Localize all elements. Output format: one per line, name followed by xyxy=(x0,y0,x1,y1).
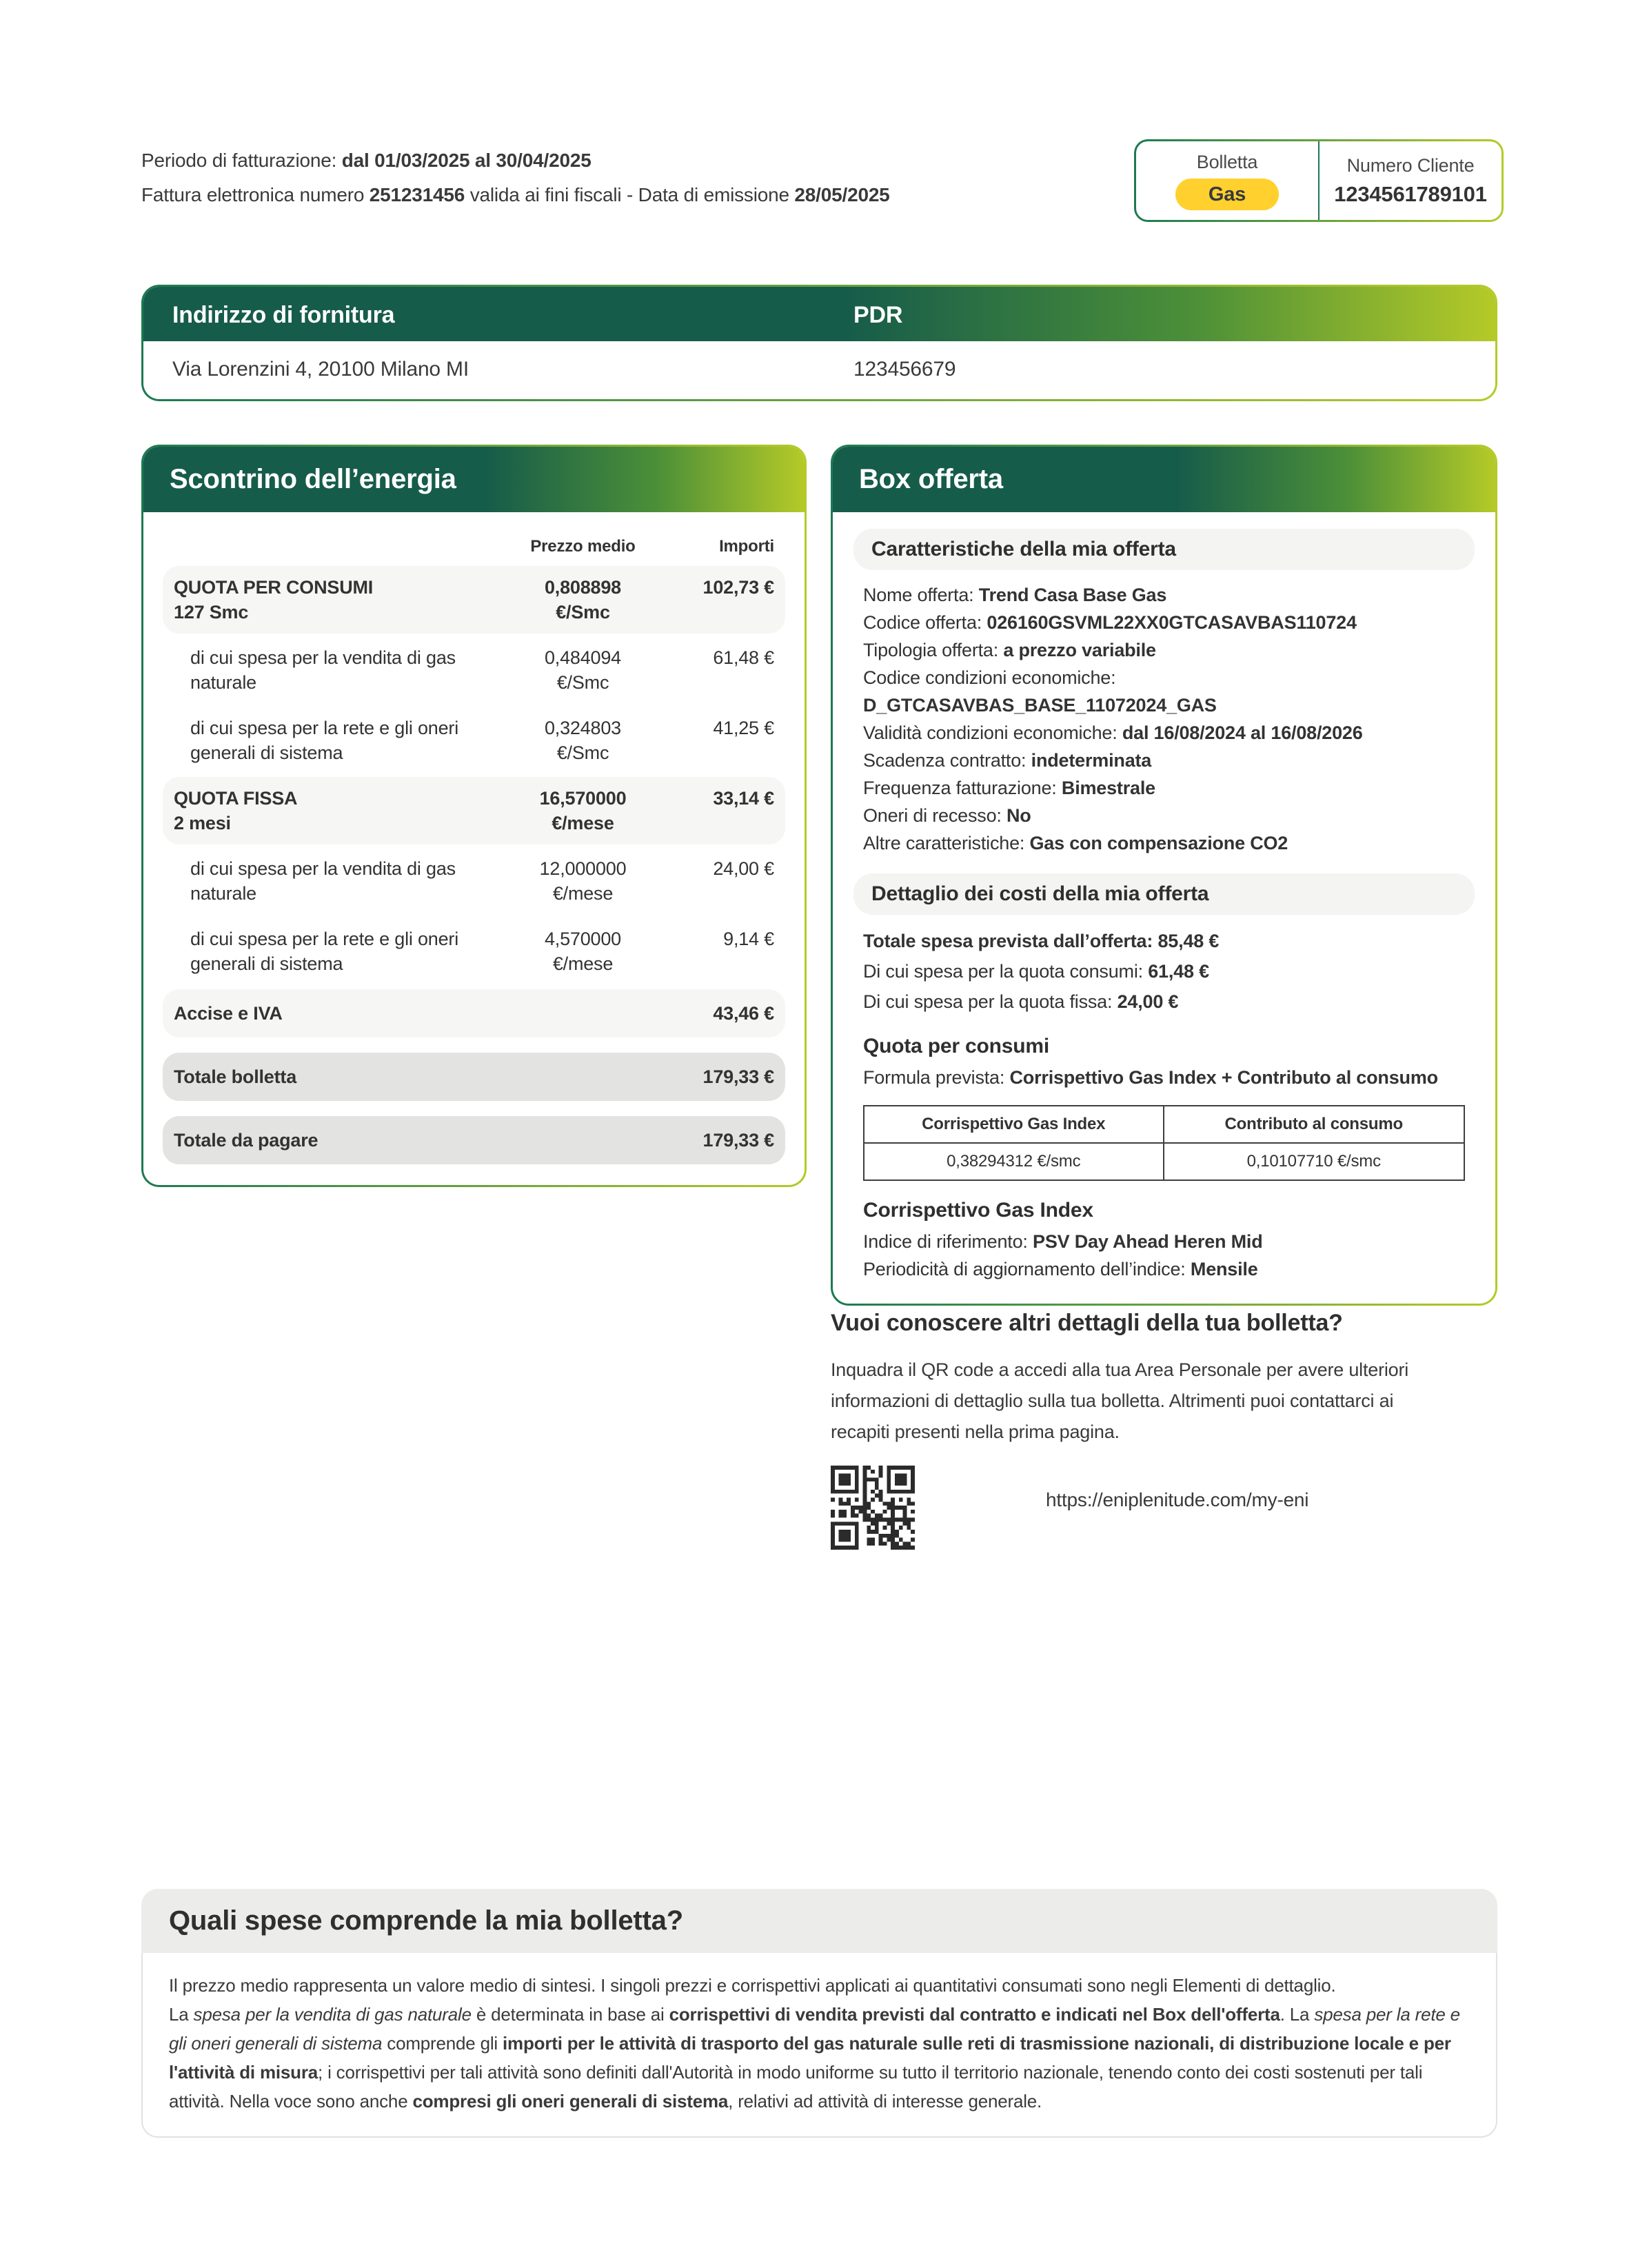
qr-section-body: Inquadra il QR code a accedi alla tua Area Personale per avere ulteriori informazioni di dettaglio sulla tua bolletta. Altrimenti puoi contattarci ai recapiti presenti nella prima pagina. xyxy=(831,1359,1409,1442)
row-price: 0,324803 xyxy=(544,718,621,738)
table-header-contributo: Contributo al consumo xyxy=(1164,1106,1464,1144)
cost-label: Di cui spesa per la quota fissa: xyxy=(863,991,1113,1012)
feature-label: Nome offerta: xyxy=(863,585,974,605)
expenses-explainer-card xyxy=(141,1889,1497,2138)
table-row xyxy=(163,847,785,915)
expenses-title: Quali spese comprende la mia bolletta? xyxy=(141,1889,1497,1953)
pdr-value: 123456679 xyxy=(853,358,956,381)
customer-number: 1234561789101 xyxy=(1334,181,1487,206)
row-price-unit: €/mese xyxy=(552,953,614,974)
index-label: Periodicità di aggiornamento dell’indice: xyxy=(863,1259,1186,1279)
feature-value: a prezzo variabile xyxy=(1003,640,1156,660)
supply-card-header xyxy=(143,287,1495,341)
bill-type-cell xyxy=(1136,141,1318,220)
formula-label: Formula prevista: xyxy=(863,1067,1005,1088)
offer-feature-line xyxy=(863,719,1465,747)
row-price: 0,808898 xyxy=(544,577,621,598)
row-amount: 24,00 € xyxy=(713,858,774,879)
offer-costs-header: Dettaglio dei costi della mia offerta xyxy=(853,873,1475,915)
feature-value: D_GTCASAVBAS_BASE_11072024_GAS xyxy=(863,695,1217,716)
table-row xyxy=(163,777,785,844)
row-label: Totale bolletta xyxy=(174,1066,297,1087)
row-price-unit: €/Smc xyxy=(556,742,609,763)
index-label: Indice di riferimento: xyxy=(863,1231,1028,1252)
billing-period: Periodo di fatturazione: dal 01/03/2025 al 30/04/2025 xyxy=(141,150,592,171)
cost-label: Totale spesa prevista dall’offerta: xyxy=(863,931,1153,951)
index-value: PSV Day Ahead Heren Mid xyxy=(1033,1231,1263,1252)
offer-feature-line xyxy=(863,774,1465,802)
col-importi: Importi xyxy=(719,537,774,556)
formula-line xyxy=(863,1064,1465,1091)
row-price-unit: €/mese xyxy=(552,883,614,904)
row-label: Totale da pagare xyxy=(174,1130,318,1151)
offer-cost-line xyxy=(863,926,1465,956)
customer-number-label: Numero Cliente xyxy=(1346,154,1475,176)
row-price-unit: €/mese xyxy=(552,813,614,833)
offer-box-card xyxy=(831,445,1497,1306)
receipt-column-headers xyxy=(163,518,785,566)
row-amount: 33,14 € xyxy=(713,788,774,809)
offer-feature-line xyxy=(863,802,1465,829)
feature-label: Scadenza contratto: xyxy=(863,750,1027,771)
feature-label: Altre caratteristiche: xyxy=(863,833,1025,853)
receipt-rows xyxy=(163,566,785,1164)
index-line xyxy=(863,1255,1465,1283)
invoice-info: Fattura elettronica numero 251231456 valida ai fini fiscali - Data di emissione 28/05/2025 xyxy=(141,184,890,205)
offer-feature-line xyxy=(863,747,1465,774)
table-value-gas-index: 0,38294312 €/smc xyxy=(865,1144,1164,1179)
feature-value: dal 16/08/2024 al 16/08/2026 xyxy=(1122,722,1363,743)
supply-address-label: Indirizzo di fornitura xyxy=(172,302,395,328)
row-price: 0,484094 xyxy=(544,647,621,668)
supply-card xyxy=(141,285,1497,401)
row-price: 12,000000 xyxy=(539,858,627,879)
row-amount: 41,25 € xyxy=(713,718,774,738)
feature-value: Gas con compensazione CO2 xyxy=(1029,833,1288,853)
table-header-gas-index: Corrispettivo Gas Index xyxy=(865,1106,1164,1144)
feature-label: Codice offerta: xyxy=(863,612,982,633)
row-price: 4,570000 xyxy=(544,929,621,949)
offer-feature-line xyxy=(863,636,1465,664)
offer-feature-line xyxy=(863,609,1465,636)
table-row xyxy=(163,707,785,774)
row-amount: 9,14 € xyxy=(723,929,774,949)
feature-value: 026160GSVML22XX0GTCASAVBAS110724 xyxy=(987,612,1357,633)
col-prezzo-medio: Prezzo medio xyxy=(530,537,636,556)
offer-cost-line xyxy=(863,956,1465,986)
row-label: di cui spesa per la vendita di gas xyxy=(190,858,456,879)
qr-section xyxy=(831,1310,1496,1550)
table-row xyxy=(163,1053,785,1101)
feature-label: Frequenza fatturazione: xyxy=(863,778,1057,798)
offer-cost-line xyxy=(863,986,1465,1017)
row-label: QUOTA PER CONSUMI xyxy=(174,577,374,598)
row-sublabel: naturale xyxy=(190,883,256,904)
feature-value: Bimestrale xyxy=(1061,778,1155,798)
bill-meta xyxy=(141,143,890,212)
formula-value: Corrispettivo Gas Index + Contributo al consumo xyxy=(1009,1067,1438,1088)
offer-features xyxy=(863,581,1465,857)
offer-feature-line xyxy=(863,829,1465,857)
quota-consumi-header: Quota per consumi xyxy=(863,1035,1049,1057)
table-row xyxy=(163,636,785,704)
gas-index-header: Corrispettivo Gas Index xyxy=(863,1199,1093,1222)
feature-label: Codice condizioni economiche: xyxy=(863,667,1116,688)
row-price-unit: €/Smc xyxy=(556,672,609,693)
cost-label: Di cui spesa per la quota consumi: xyxy=(863,961,1143,982)
gas-badge: Gas xyxy=(1175,179,1279,210)
row-sublabel: generali di sistema xyxy=(190,953,343,974)
pdr-label: PDR xyxy=(853,302,903,328)
row-sublabel: 2 mesi xyxy=(174,813,231,833)
row-price-unit: €/Smc xyxy=(556,602,610,622)
cost-value: 61,48 € xyxy=(1148,961,1209,982)
table-row xyxy=(163,989,785,1037)
cost-value: 24,00 € xyxy=(1117,991,1179,1012)
offer-features-header: Caratteristiche della mia offerta xyxy=(853,529,1475,570)
table-row xyxy=(163,918,785,985)
row-label: Accise e IVA xyxy=(174,1003,283,1024)
price-components-table xyxy=(863,1105,1465,1181)
row-amount: 61,48 € xyxy=(713,647,774,668)
row-label: di cui spesa per la vendita di gas xyxy=(190,647,456,668)
feature-label: Oneri di recesso: xyxy=(863,805,1002,826)
feature-value: No xyxy=(1007,805,1031,826)
supply-address-value: Via Lorenzini 4, 20100 Milano MI xyxy=(172,358,469,381)
energy-receipt-card xyxy=(141,445,807,1187)
qr-section-title: Vuoi conoscere altri dettagli della tua bolletta? xyxy=(831,1310,1343,1336)
personal-area-link[interactable]: https://eniplenitude.com/my-eni xyxy=(1046,1489,1309,1510)
bolletta-label: Bolletta xyxy=(1196,151,1258,172)
index-value: Mensile xyxy=(1190,1259,1258,1279)
row-sublabel: naturale xyxy=(190,672,256,693)
feature-label: Validità condizioni economiche: xyxy=(863,722,1118,743)
row-amount: 43,46 € xyxy=(713,1003,774,1024)
bill-type-customer-box xyxy=(1134,139,1504,222)
cost-value: 85,48 € xyxy=(1157,931,1220,951)
gas-index-lines xyxy=(863,1228,1465,1283)
row-amount: 179,33 € xyxy=(702,1130,774,1151)
feature-value: indeterminata xyxy=(1031,750,1152,771)
row-price: 16,570000 xyxy=(539,788,627,809)
expenses-body: Il prezzo medio rappresenta un valore medio di sintesi. I singoli prezzi e corrispettivi applicati ai quantitativi consumati sono negli Elementi di dettaglio. La spesa per la vendita di gas naturale è determinata in base ai corrispettivi di vendita previsti dal contratto e indicati nel Box dell'offerta. La spesa per la rete e gli oneri generali di sistema comprende gli importi per le attività di trasporto del gas naturale sulle reti di trasmissione nazionali, di distribuzione locale e per l'attività di misura; i corrispettivi per tali attività sono definiti dall'Autorità in modo uniforme su tutto il territorio nazionale, tenendo conto dei costi sostenuti per tali attività. Nella voce sono anche compresi gli oneri generali di sistema, relativi ad attività di interesse generale. xyxy=(141,1953,1497,2138)
customer-number-cell xyxy=(1320,141,1502,220)
qr-code xyxy=(831,1466,915,1550)
row-label: di cui spesa per la rete e gli oneri xyxy=(190,929,459,949)
row-label: di cui spesa per la rete e gli oneri xyxy=(190,718,459,738)
table-row xyxy=(163,1116,785,1164)
row-sublabel: 127 Smc xyxy=(174,602,249,622)
offer-costs xyxy=(863,926,1465,1017)
table-row xyxy=(163,566,785,634)
index-line xyxy=(863,1228,1465,1255)
row-sublabel: generali di sistema xyxy=(190,742,343,763)
table-value-contributo: 0,10107710 €/smc xyxy=(1246,1152,1381,1171)
offer-feature-line xyxy=(863,664,1465,719)
row-amount: 102,73 € xyxy=(702,577,774,598)
receipt-title: Scontrino dell’energia xyxy=(143,447,805,512)
offer-feature-line xyxy=(863,581,1465,609)
feature-value: Trend Casa Base Gas xyxy=(978,585,1167,605)
offer-title: Box offerta xyxy=(833,447,1495,512)
row-amount: 179,33 € xyxy=(702,1066,774,1087)
row-label: QUOTA FISSA xyxy=(174,788,298,809)
feature-label: Tipologia offerta: xyxy=(863,640,999,660)
